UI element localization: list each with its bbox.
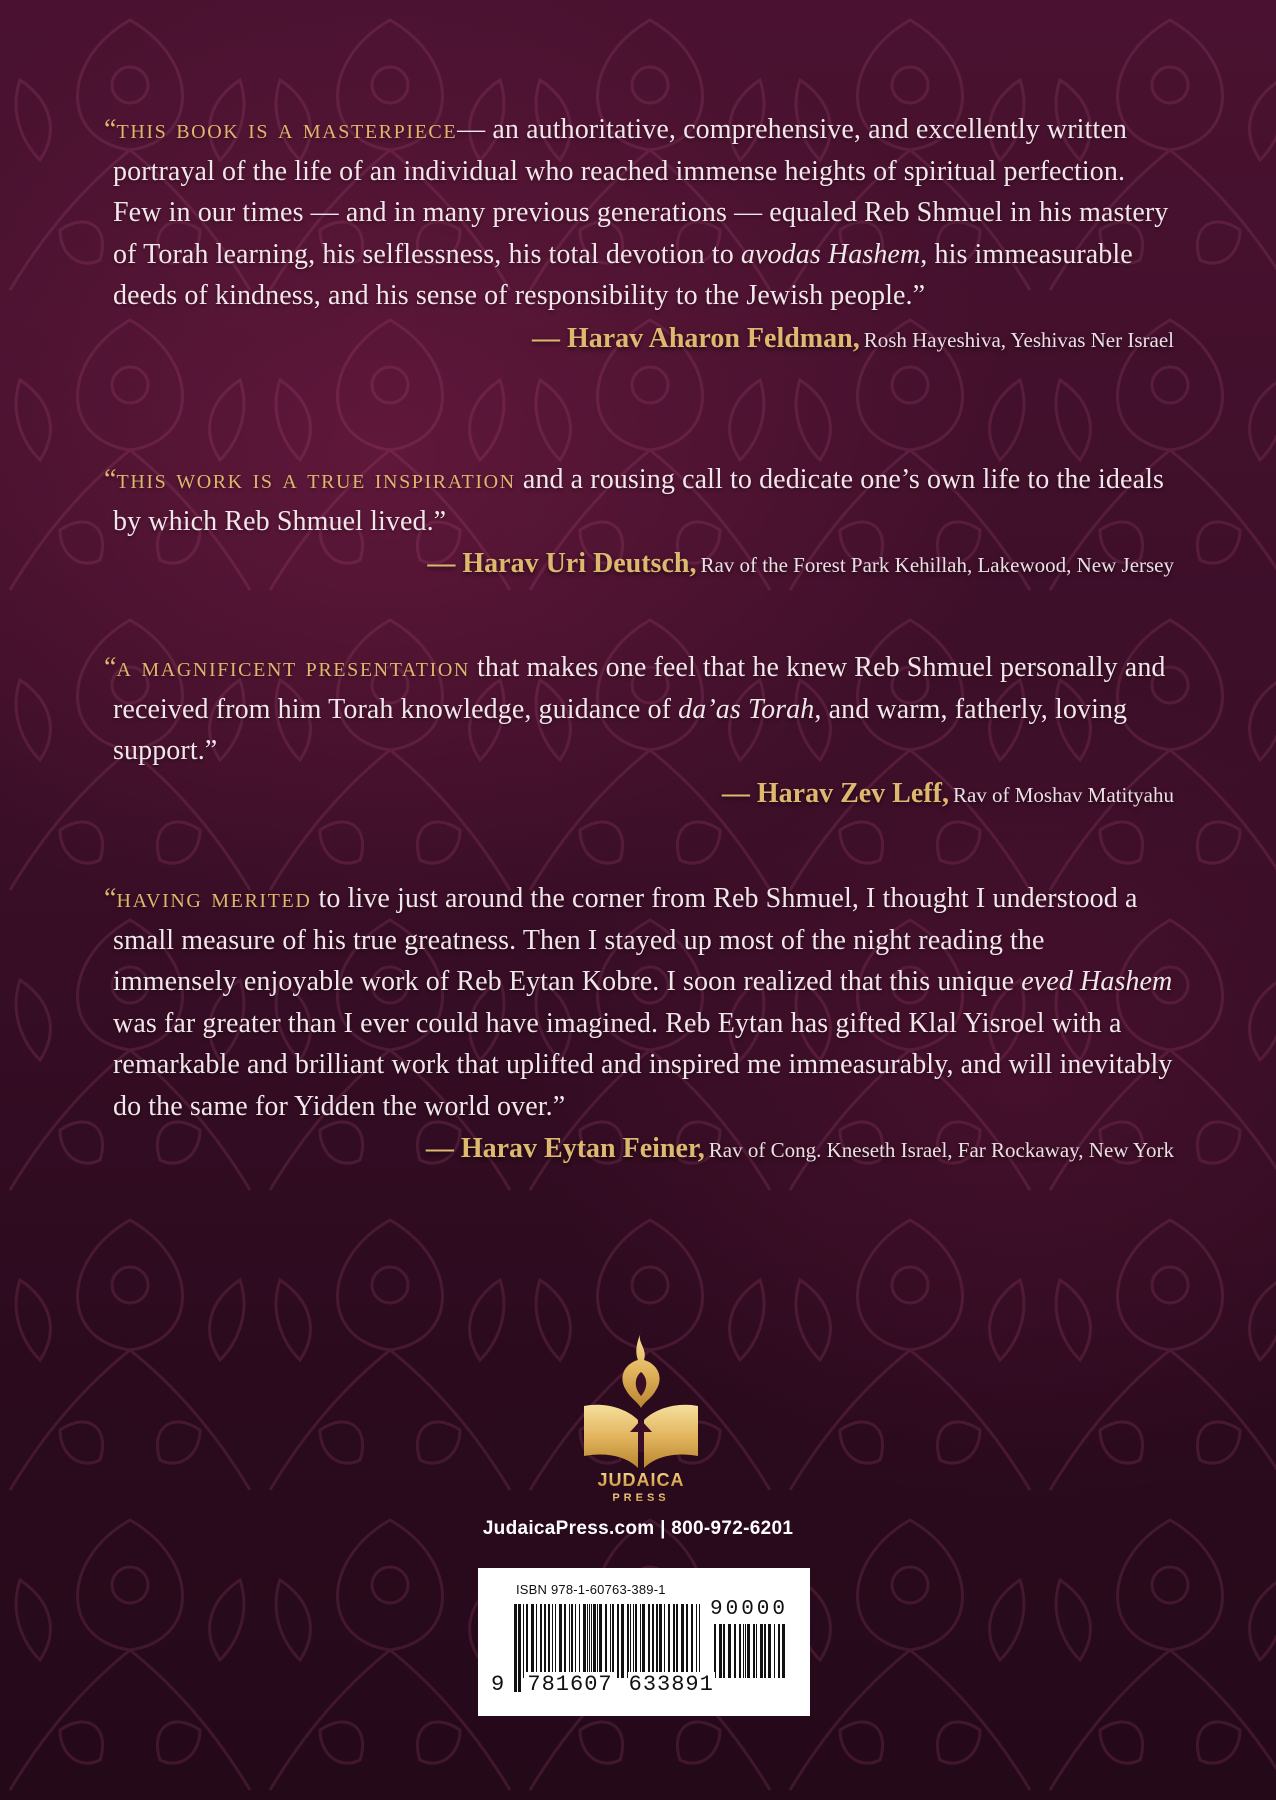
barcode-bar (548, 1604, 550, 1678)
endorsement-quote-2 (104, 459, 1174, 580)
barcode-bar (633, 1604, 634, 1678)
quote-body: to live just around the corner from Reb Shmuel, I thought I understood a small measure of his true greatness. Then I stayed up most of the night reading the immensely enjoyable work of Reb Eytan Kobre. I soon realized that this unique (113, 883, 1138, 997)
barcode-bar (559, 1604, 562, 1678)
open-quote-mark: “ (104, 652, 117, 683)
logo-subword: PRESS (612, 1492, 670, 1503)
barcode-bar (652, 1604, 654, 1678)
barcode-bar (555, 1604, 556, 1678)
attribution-name: — Harav Uri Deutsch, (427, 548, 697, 579)
barcode-bar (745, 1624, 746, 1678)
barcode-bar (640, 1604, 641, 1678)
barcode-bar (774, 1624, 775, 1678)
isbn-label: ISBN 978-1-60763-389-1 (516, 1582, 666, 1597)
attribution-name: — Harav Eytan Feiner, (425, 1133, 705, 1164)
open-quote-mark: “ (104, 883, 117, 914)
barcode-bar (536, 1604, 537, 1678)
quote-attribution (104, 1133, 1174, 1165)
barcode-bar (587, 1604, 588, 1678)
barcode-bar (523, 1604, 524, 1678)
publisher-contact-line: JudaicaPress.com | 800-972-6201 (482, 1518, 794, 1539)
barcode-bar (668, 1604, 670, 1678)
quote-body-end: , and warm, fatherly, loving support.” (113, 693, 1128, 766)
attribution-name: — Harav Zev Leff, (721, 777, 949, 809)
flame-icon (622, 1332, 659, 1408)
endorsement-quote-1 (104, 109, 1174, 355)
barcode-bar (676, 1604, 678, 1678)
barcode-digits-group1: 781607 (527, 1672, 613, 1697)
quote-lead: this work is a true inspiration (116, 463, 516, 495)
attribution-title: Rosh Hayeshiva, Yeshivas Ner Israel (863, 327, 1174, 352)
barcode-bar (673, 1604, 675, 1678)
quote-lead: having merited (116, 882, 312, 914)
barcode-digits (490, 1672, 715, 1697)
barcode-bar (768, 1624, 771, 1678)
barcode-bar (753, 1624, 755, 1678)
barcode-bar (778, 1624, 780, 1678)
barcode-bar (635, 1604, 637, 1678)
barcode-bar (686, 1604, 688, 1678)
attribution-title: Rav of the Forest Park Kehillah, Lakewood, New Jersey (700, 553, 1174, 577)
barcode-bar (544, 1604, 546, 1678)
barcode-bar (583, 1604, 586, 1678)
attribution-title: Rav of Moshav Matityahu (952, 782, 1174, 807)
barcode-bar (756, 1624, 757, 1678)
barcode-bar (728, 1624, 731, 1678)
isbn-barcode (478, 1568, 810, 1716)
barcode-bar (597, 1604, 598, 1678)
barcode-bar (656, 1604, 658, 1678)
barcode-bar (571, 1604, 573, 1678)
barcode-bar (743, 1624, 744, 1678)
barcode-bar (696, 1604, 697, 1678)
barcode-digits-group2: 633891 (628, 1672, 714, 1697)
quote-text (104, 878, 1174, 1127)
barcode-bar (739, 1624, 741, 1678)
barcode-bar (591, 1604, 592, 1678)
barcode-bar (531, 1604, 534, 1678)
quote-italic: da’as Torah (678, 693, 815, 725)
barcode-bar (579, 1604, 580, 1678)
barcode-digit-first: 9 (491, 1672, 506, 1697)
barcode-bar (719, 1624, 722, 1678)
quote-body-end: , his immeasurable deeds of kindness, and his sense of responsibility to the Jewish people.” (113, 238, 1133, 311)
quote-italic: avodas Hashem (740, 238, 921, 270)
barcode-bar (593, 1604, 596, 1678)
barcode-bar (648, 1604, 650, 1678)
attribution-name: — Harav Aharon Feldman, (531, 322, 860, 354)
barcode-bar (642, 1604, 645, 1678)
quote-attribution (104, 778, 1174, 810)
judaica-press-logo (578, 1328, 704, 1503)
barcode-bar (714, 1624, 716, 1678)
price-code: 90000 (710, 1598, 789, 1621)
barcode-bar (564, 1604, 566, 1678)
quote-attribution (104, 323, 1174, 355)
barcode-bar (526, 1604, 528, 1678)
barcode-bar (612, 1604, 614, 1678)
quote-attribution (104, 548, 1174, 580)
barcode-bar (617, 1604, 619, 1678)
open-book-icon (584, 1405, 698, 1468)
quote-lead: this book is a masterpiece (116, 113, 458, 145)
quote-body: and a rousing call to dedicate one’s own life to the ideals by which Reb Shmuel lived.” (113, 464, 1164, 537)
barcode-bar (599, 1604, 602, 1678)
barcode-bar (760, 1624, 763, 1678)
barcode-bar (569, 1604, 570, 1678)
quote-text (104, 109, 1174, 317)
barcode-bar (575, 1604, 576, 1678)
quote-body: that makes one feel that he knew Reb Shmuel personally and received from him Torah knowledge, guidance of (113, 652, 1166, 725)
quote-body-end: was far greater than I ever could have imagined. Reb Eytan has gifted Klal Yisroel with a remarkable and brilliant work that uplifted and inspired me immeasurably, and will inevitably do the same for Yidden the world over.” (113, 1007, 1173, 1122)
quote-italic: eved Hashem (1021, 966, 1173, 997)
logo-wordmark: JUDAICA (597, 1470, 685, 1490)
open-quote-mark: “ (104, 114, 117, 145)
quote-lead: a magnificent presentation (116, 651, 470, 683)
endorsement-quote-4 (104, 878, 1174, 1165)
barcode-bar (627, 1604, 629, 1678)
quote-body: — an authoritative, comprehensive, and excellently written portrayal of the life of an individual who reached immense heights of spiritual perfection. Few in our times — and in many previous generations — equaled Reb Shmuel in his mastery of Torah learning, his selflessness, his total devotion to (113, 114, 1169, 270)
barcode-bar (764, 1624, 766, 1678)
endorsement-quote-3 (104, 647, 1174, 810)
barcode-bar (691, 1604, 693, 1678)
barcode-bar (681, 1604, 684, 1678)
open-quote-mark: “ (104, 464, 117, 495)
barcode-bar (659, 1604, 662, 1678)
barcode-bar (589, 1604, 590, 1678)
barcode-bar (664, 1604, 665, 1678)
attribution-title: Rav of Cong. Kneseth Israel, Far Rockaway, New York (708, 1138, 1174, 1162)
barcode-bar (621, 1604, 624, 1678)
barcode-bar (552, 1604, 553, 1678)
quote-text (104, 459, 1174, 542)
barcode-bar (782, 1624, 785, 1678)
barcode-bar (734, 1624, 736, 1678)
quote-text (104, 647, 1174, 772)
barcode-bar (747, 1624, 750, 1678)
barcode-bar (723, 1624, 725, 1678)
barcode-bar (540, 1604, 542, 1678)
barcode-bar (630, 1604, 631, 1678)
barcode-bars-supplement (714, 1624, 786, 1692)
